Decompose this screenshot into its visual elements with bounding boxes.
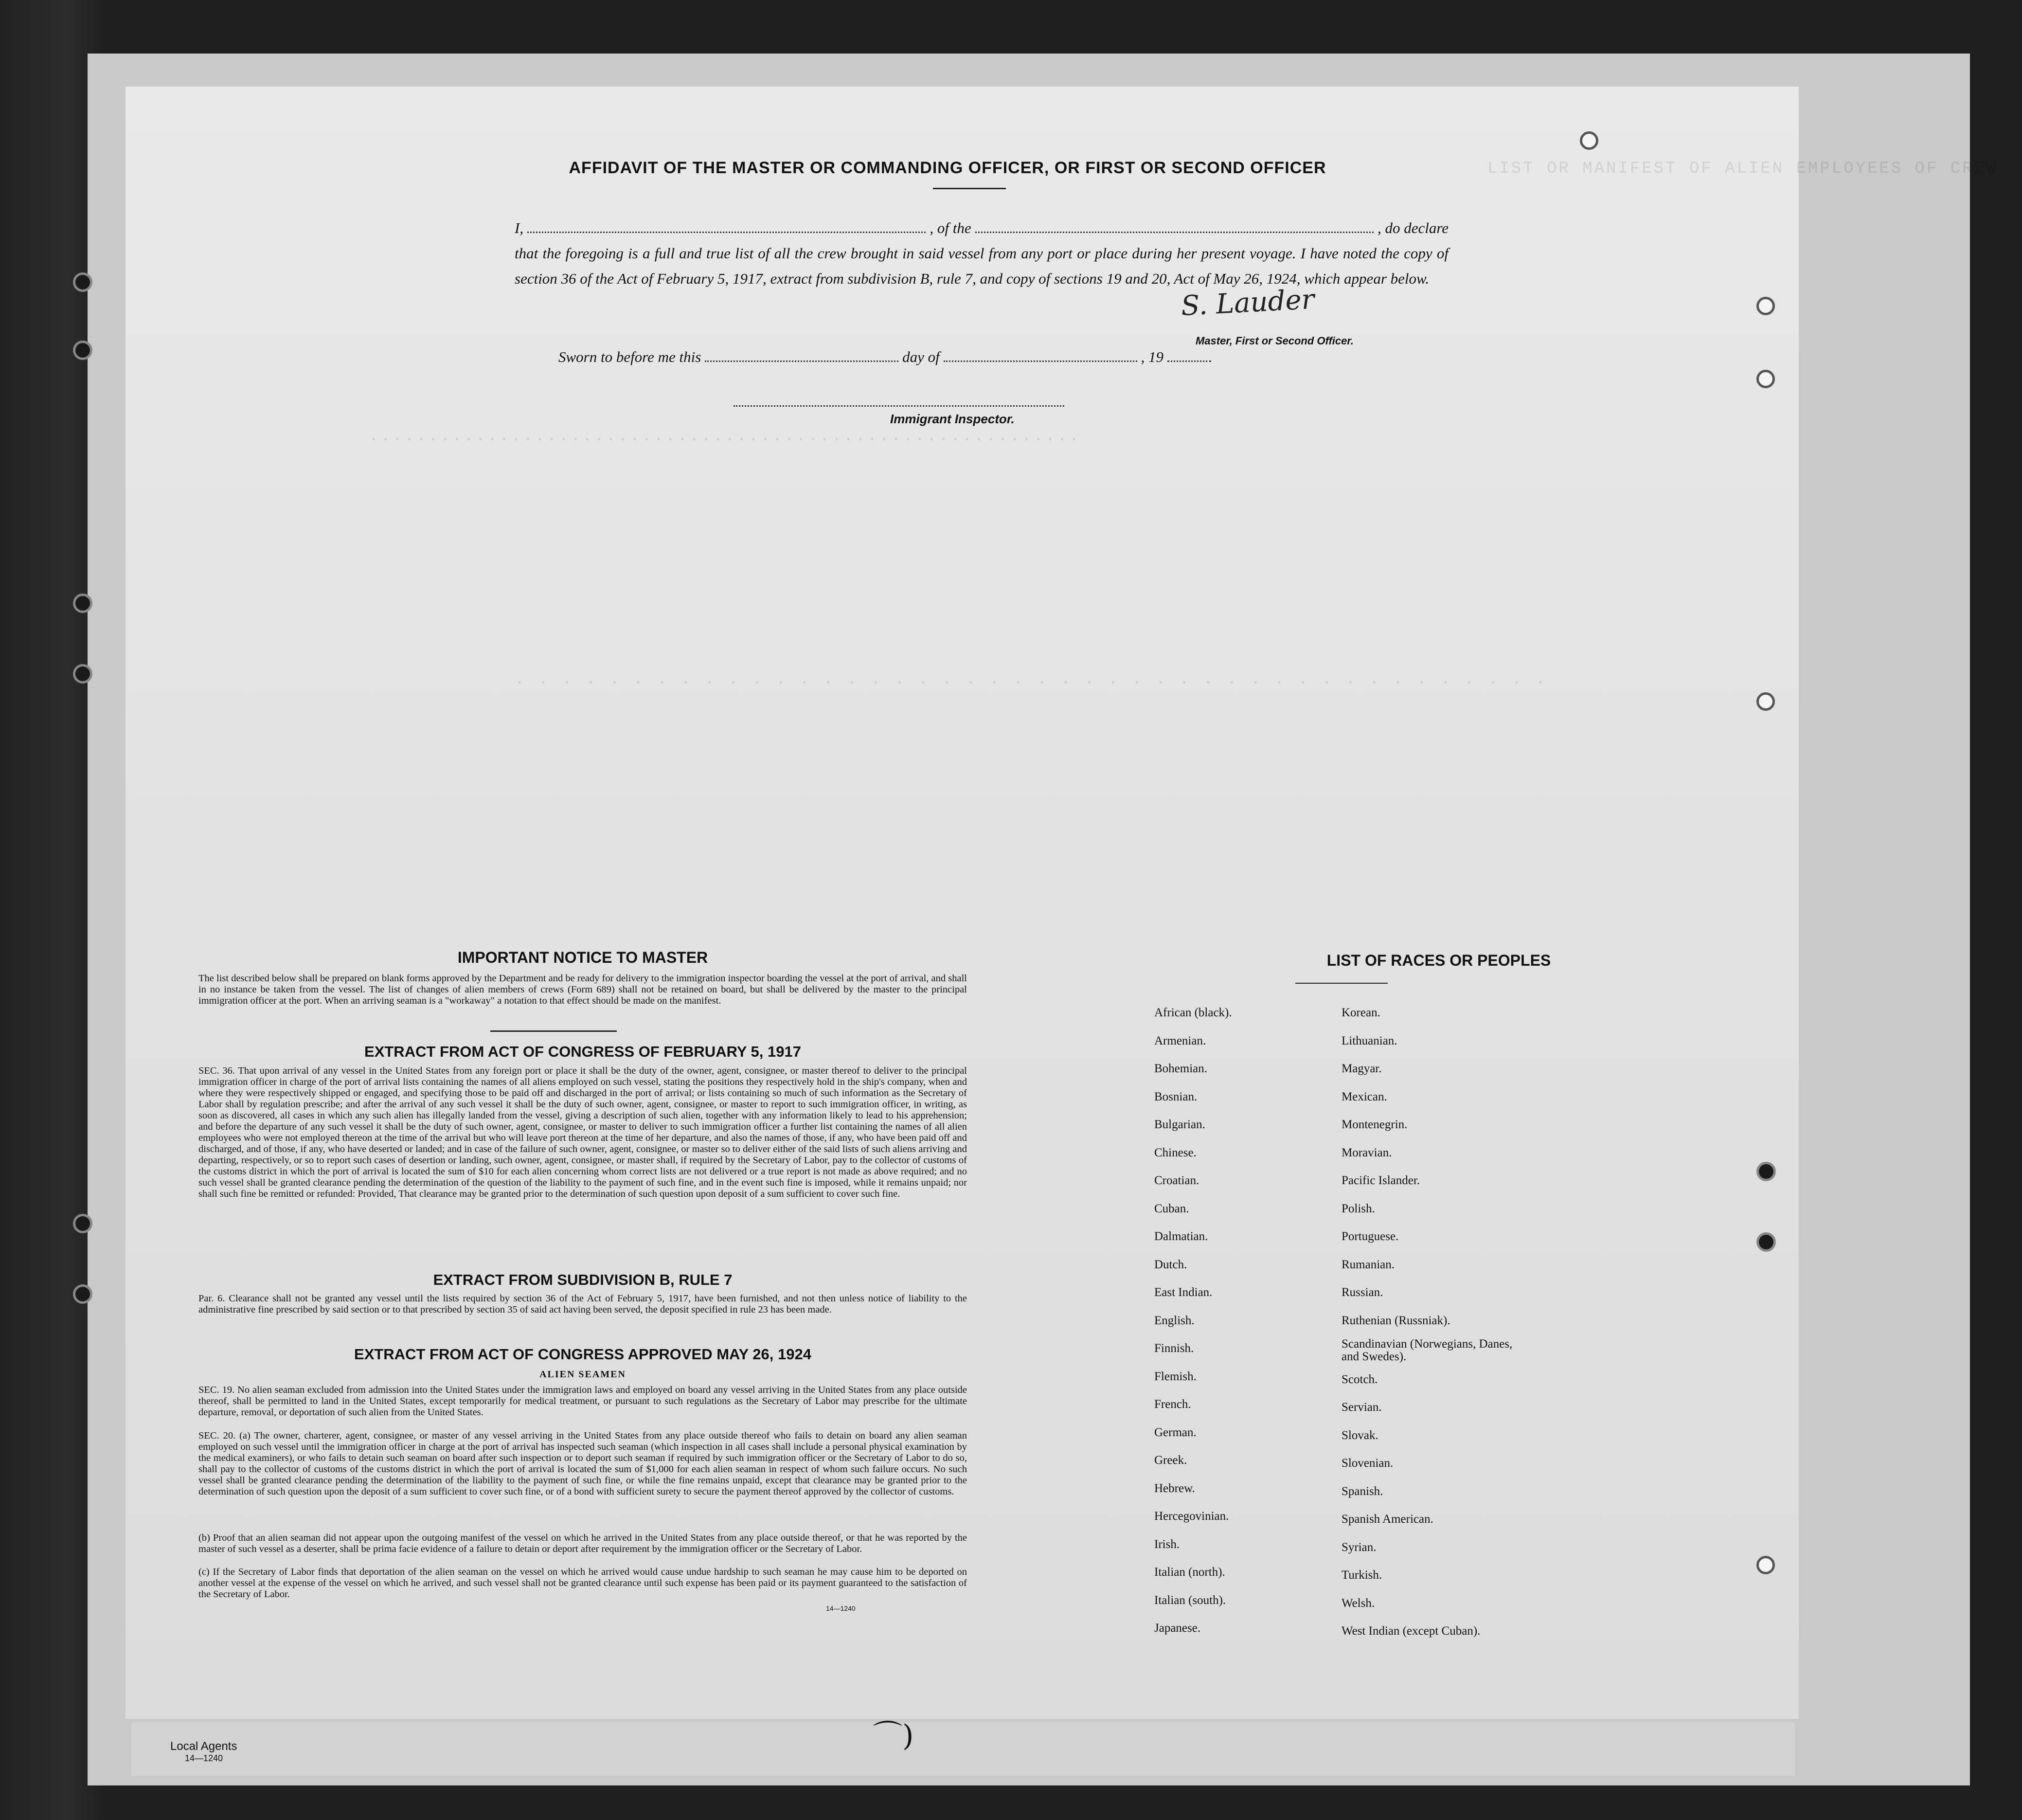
binder-hole <box>1756 692 1775 711</box>
race-item: Bulgarian. <box>1154 1118 1205 1131</box>
extract-1917-text: SEC. 36. That upon arrival of any vessel in the United States from any foreign port or place it shall be the duty of the owner, agent, consignee, or master thereof to deliver to the principal immigration officer in charge of the port of arrival lists containing the names of all aliens employed on such vessel, stating the positions they respectively hold in the ship's company, when and where they were respectively shipped or engaged, and specifying those to be paid off and discharged in the port of arrival; or lists containing so much of such information as the Secretary of Labor shall by regulation prescribe; and after the arrival of any such vessel it shall be the duty of such owner, agent, consignee, or master to report to such immigration officer, in writing, as soon as discovered, all cases in which any such alien has illegally landed from the vessel, giving a description of such alien, together with any information likely to lead to his apprehension; and before the departure of any such vessel it shall be the duty of such owner, agent, consignee, or master to deliver to such immigration officer a further list containing the names of all alien employees who were not employed thereon at the time of the arrival but who will leave port thereon at the time of her departure, and also the names of those, if any, who have been paid off and discharged, and of those, if any, who have deserted or landed; and in case of the failure of such owner, agent, consignee, or master so to deliver either of the said lists of such aliens arriving and departing, respectively, or so to report such cases of desertion or landing, such owner, agent, consignee, or master shall, if required by the Secretary of Labor, pay to the collector of customs of the customs district in which the port of arrival is located the sum of $10 for each alien concerning whom correct lists are not delivered or a true report is not made as above required; and no such vessel shall be granted clearance pending the determination of the question of the liability to the payment of such fine, and in the event such fine is imposed, while it remains unpaid; nor shall such fine be remitted or refunded: Provided, That clearance may be granted prior to the determination of such question upon deposit of a sum sufficient to cover such fine. <box>198 1065 967 1199</box>
race-item: Flemish. <box>1154 1370 1197 1383</box>
form-number: 14—1240 <box>826 1604 856 1612</box>
race-item: Ruthenian (Russniak). <box>1342 1314 1450 1327</box>
race-item: Chinese. <box>1154 1146 1197 1159</box>
race-item: Pacific Islander. <box>1342 1174 1420 1187</box>
local-agents-form-number: 14—1240 <box>185 1753 223 1763</box>
sworn-label: Sworn to before me this <box>558 348 701 365</box>
alien-seamen-subtitle: ALIEN SEAMEN <box>539 1369 626 1380</box>
sworn-day-field[interactable] <box>705 350 898 362</box>
race-item: Turkish. <box>1342 1568 1382 1582</box>
race-item: Moravian. <box>1342 1146 1392 1159</box>
extract-rule7-text: Par. 6. Clearance shall not be granted any vessel until the lists required by section 36 of the Act of February 5, 1917, have been furnished, and not then unless notice of liability to the administrative fine prescribed by said section or to that prescribed by section 35 of said act having been served, the deposit specified in rule 23 has been made. <box>198 1293 967 1315</box>
races-title: LIST OF RACES OR PEOPLES <box>1326 952 1551 969</box>
race-item: Scotch. <box>1342 1372 1378 1386</box>
race-item: Greek. <box>1154 1454 1187 1467</box>
extract-1924-sec20c: (c) If the Secretary of Labor finds that deportation of the alien seaman on the vessel on which he arrived would cause undue hardship to such seaman he may cause him to be deported on another vessel at the expense of the vessel on which he arrived, and such vessel shall not be granted clearance until such expense has been paid or its payment guaranteed to the satisfaction of the Secretary of Labor. <box>198 1567 967 1600</box>
inspector-caption: Immigrant Inspector. <box>890 412 1015 426</box>
affidavit-title: AFFIDAVIT OF THE MASTER OR COMMANDING OFFICER, OR FIRST OR SECOND OFFICER <box>569 159 1326 177</box>
notice-divider <box>490 1030 617 1032</box>
handwritten-mark: ⌒) <box>873 1719 914 1753</box>
race-item: Hercegovinian. <box>1154 1510 1229 1523</box>
sworn-month-field[interactable] <box>944 350 1137 362</box>
declarant-prefix: I, <box>515 219 524 236</box>
bleed-through-text: LIST OR MANIFEST OF ALIEN EMPLOYEES OF CREW <box>1487 160 1998 178</box>
affidavit-title-rule <box>933 188 1006 189</box>
race-item: Rumanian. <box>1342 1258 1395 1271</box>
binder-hole <box>1756 297 1775 315</box>
race-item: Scandinavian (Norwegians, Danes, and Swedes). <box>1342 1337 1513 1363</box>
binder-hole <box>1756 1556 1775 1574</box>
of-the-label: , of the <box>930 219 971 236</box>
affidavit-text <box>515 216 1449 291</box>
binder-hole <box>73 272 92 292</box>
race-item: Armenian. <box>1154 1034 1206 1047</box>
race-item: Italian (north). <box>1154 1566 1225 1579</box>
race-item: Spanish. <box>1342 1484 1383 1498</box>
inspector-signature-field[interactable] <box>734 405 1064 407</box>
affidavit-body: that the foregoing is a full and true list of all the crew brought in said vessel from any port or place during her present voyage. I have noted the copy of section 36 of the Act of February 5, 1917, extract from subdivision B, rule 7, and copy of sections 19 and 20, Act of May 26, 1924, which appear below. <box>515 245 1449 287</box>
race-item: Spanish American. <box>1342 1513 1433 1526</box>
binder-hole <box>1580 131 1598 150</box>
race-item: French. <box>1154 1398 1191 1411</box>
race-item: Russian. <box>1342 1286 1383 1299</box>
race-item: Syrian. <box>1342 1540 1377 1554</box>
race-item: West Indian (except Cuban). <box>1342 1624 1481 1638</box>
day-of-label: day of <box>902 348 940 365</box>
race-item: Italian (south). <box>1154 1593 1226 1607</box>
race-item: Slovak. <box>1342 1428 1378 1442</box>
binder-hole <box>1756 1162 1776 1181</box>
extract-1924-title: EXTRACT FROM ACT OF CONGRESS APPROVED MAY 26, 1924 <box>354 1346 811 1363</box>
vessel-name-field[interactable] <box>975 221 1374 233</box>
race-item: Cuban. <box>1154 1202 1189 1215</box>
extract-1924-sec20b: (b) Proof that an alien seaman did not appear upon the outgoing manifest of the vessel on which he arrived in the United States from any place outside thereof, or that he was reported by the master of such vessel as a deserter, shall be prima facie evidence of a failure to detain or deport after requirement by the immigration officer or the Secretary of Labor. <box>198 1532 967 1554</box>
races-divider <box>1295 983 1388 984</box>
race-item: Slovenian. <box>1342 1457 1394 1470</box>
race-item: Welsh. <box>1342 1596 1375 1610</box>
race-item: Magyar. <box>1342 1062 1382 1075</box>
race-item: African (black). <box>1154 1006 1232 1019</box>
extract-1917-title: EXTRACT FROM ACT OF CONGRESS OF FEBRUARY 5, 1917 <box>364 1043 801 1060</box>
bleed-through-text: . . . . . . . . . . . . . . . . . . . . . . . . . . . . . . . . . . . . . . . . . . . . <box>515 670 1548 689</box>
race-item: Korean. <box>1342 1006 1380 1019</box>
local-agents-label: Local Agents <box>170 1740 237 1753</box>
binder-hole <box>1756 1232 1776 1252</box>
race-item: Lithuanian. <box>1342 1034 1397 1047</box>
binder-hole <box>73 341 92 360</box>
race-item: English. <box>1154 1314 1195 1327</box>
signature-caption: Master, First or Second Officer. <box>1196 335 1354 347</box>
bottom-form-strip <box>131 1722 1795 1776</box>
extract-1924-sec19: SEC. 19. No alien seaman excluded from admission into the United States under the immigration laws and employed on board any vessel arriving in the United States from any place outside thereof, shall be permitted to land in the United States, except temporarily for medical treatment, or pursuant to such regulations as the Secretary of Labor may prescribe for the ultimate departure, removal, or deportation of such alien from the United States. <box>198 1385 967 1418</box>
declarant-name-field[interactable] <box>527 221 926 233</box>
binder-hole <box>73 1214 92 1233</box>
sworn-line <box>558 348 1215 366</box>
race-item: German. <box>1154 1425 1197 1439</box>
race-item: Montenegrin. <box>1342 1118 1408 1131</box>
sworn-year-field[interactable] <box>1167 350 1211 362</box>
race-item: Hebrew. <box>1154 1481 1195 1495</box>
race-item: Servian. <box>1342 1401 1382 1414</box>
binder-hole <box>73 664 92 684</box>
race-item: Dutch. <box>1154 1258 1187 1271</box>
race-item: Bohemian. <box>1154 1062 1208 1075</box>
binder-hole <box>1756 370 1775 388</box>
race-item: Croatian. <box>1154 1174 1199 1187</box>
race-item: Mexican. <box>1342 1090 1387 1103</box>
race-item: Irish. <box>1154 1537 1180 1551</box>
extract-rule7-title: EXTRACT FROM SUBDIVISION B, RULE 7 <box>433 1271 733 1288</box>
race-item: Polish. <box>1342 1202 1375 1215</box>
binder-hole <box>73 1284 92 1304</box>
notice-title: IMPORTANT NOTICE TO MASTER <box>457 949 708 966</box>
extract-1924-sec20a: SEC. 20. (a) The owner, charterer, agent, consignee, or master of any vessel arriving in the United States from any place outside thereof who fails to detain on board any alien seaman employed on such vessel until the immigration officer in charge at the port of arrival has inspected such seaman (which inspection in all cases shall include a personal physical examination by the medical examiners), or who fails to detain such seaman on board after such inspection or to deport such seaman if required by such immigration officer or the Secretary of Labor to do so, shall pay to the collector of customs of the customs district in which the port of arrival is located the sum of $1,000 for each alien seaman in respect of whom such failure occurs. No such vessel shall be granted clearance pending the determination of the liability to the payment of such fine, or while the fine remains unpaid, except that clearance may be granted prior to the determination of such question upon the deposit of a sum sufficient to cover such fine, or of a bond with sufficient surety to secure the payment thereof approved by the collector of customs. <box>198 1430 967 1497</box>
race-item: Japanese. <box>1154 1622 1201 1635</box>
officer-signature: S. Lauder <box>1180 283 1315 323</box>
race-item: East Indian. <box>1154 1286 1213 1299</box>
race-item: Dalmatian. <box>1154 1230 1208 1243</box>
notice-text: The list described below shall be prepared on blank forms approved by the Department and be ready for delivery to the immigration inspector boarding the vessel at the port of arrival, and shall in no instance be taken from the vessel. The list of changes of alien members of crews (Form 689) shall not be retained on board, but shall be delivered by the master to the principal immigration officer at the port. When an arriving seaman is a "workaway" a notation to that effect should be made on the manifest. <box>198 973 967 1006</box>
affidavit-declaration-line <box>515 216 1449 241</box>
race-item: Finnish. <box>1154 1342 1194 1355</box>
race-item: Portuguese. <box>1342 1230 1399 1243</box>
year-prefix-label: , 19 <box>1141 348 1163 365</box>
bleed-through-text: ............................................................ <box>369 427 1081 446</box>
binder-hole <box>73 594 92 613</box>
race-item: Bosnian. <box>1154 1090 1198 1103</box>
manifest-sheet <box>125 87 1998 1719</box>
do-declare-label: , do declare <box>1377 219 1449 236</box>
